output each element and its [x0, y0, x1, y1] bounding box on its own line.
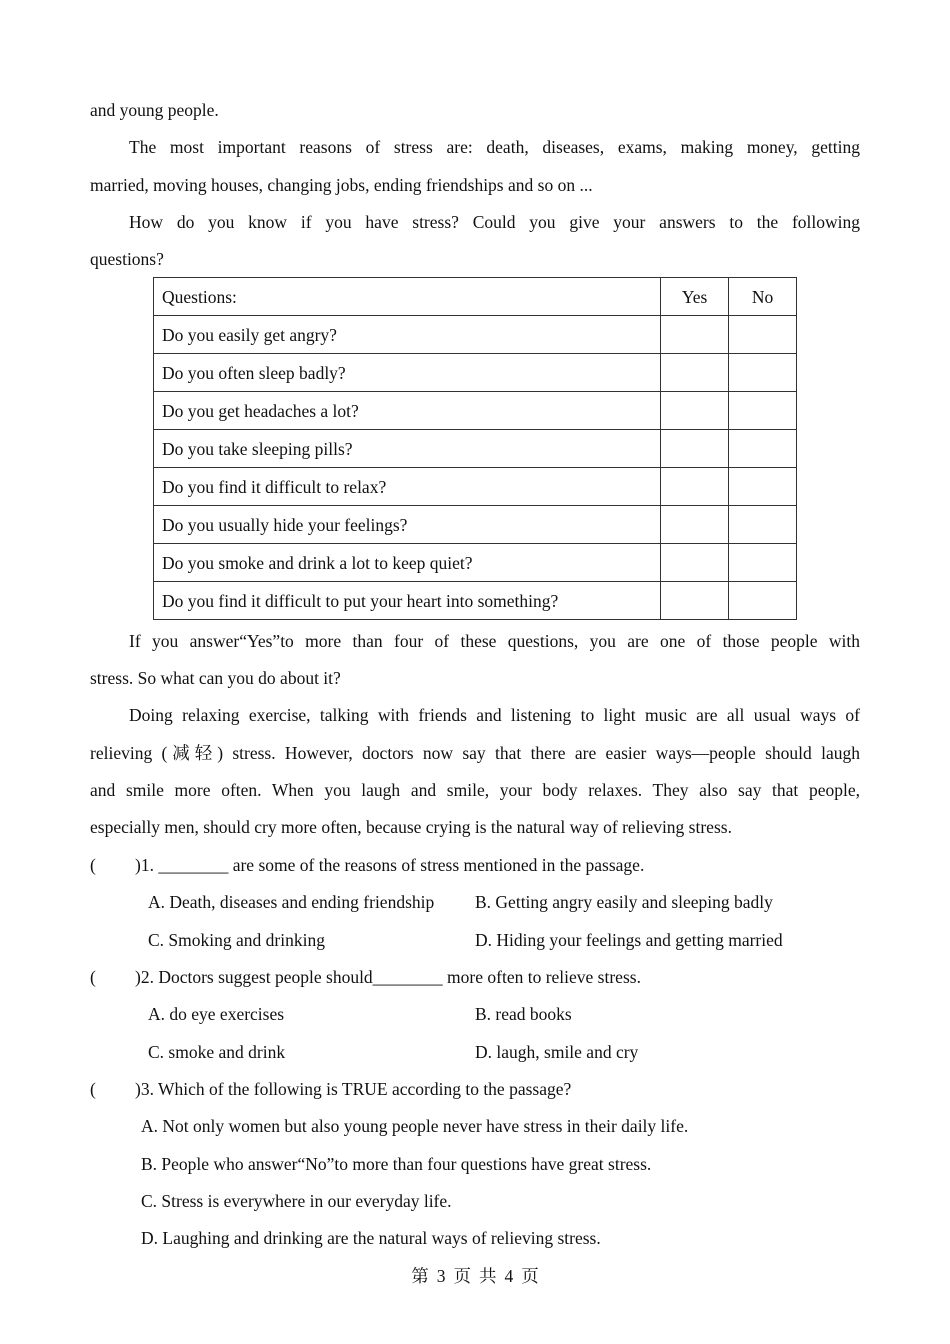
- table-row: [154, 316, 797, 354]
- table-row: [154, 582, 797, 620]
- table-row: [154, 506, 797, 544]
- table-row: [154, 468, 797, 506]
- paragraph-answer-line2: stress. So what can you do about it?: [90, 668, 341, 688]
- q2-option-b: B. read books: [475, 1004, 572, 1024]
- q1-option-b: B. Getting angry easily and sleeping badly: [475, 892, 773, 912]
- question-cell: Do you find it difficult to put your heart into something?: [154, 582, 661, 620]
- q3-stem: )3. Which of the following is TRUE according to the passage?: [135, 1079, 572, 1099]
- question-cell: Do you find it difficult to relax?: [154, 468, 661, 506]
- question-cell: Do you usually hide your feelings?: [154, 506, 661, 544]
- yes-cell[interactable]: [661, 544, 729, 582]
- no-cell[interactable]: [729, 316, 797, 354]
- yes-cell[interactable]: [661, 354, 729, 392]
- q1-stem: )1. ________ are some of the reasons of stress mentioned in the passage.: [135, 855, 645, 875]
- paragraph-reasons-line2: married, moving houses, changing jobs, ending friendships and so on ...: [90, 175, 593, 195]
- question-cell: Do you smoke and drink a lot to keep quiet?: [154, 544, 661, 582]
- q3-option-a: A. Not only women but also young people never have stress in their daily life.: [141, 1116, 689, 1136]
- table-header-row: [154, 278, 797, 316]
- header-no: No: [729, 278, 797, 316]
- paragraph-question-line2: questions?: [90, 249, 164, 269]
- paragraph-relief-line3: and smile more often. When you laugh and smile, your body relaxes. They also say that people,: [90, 780, 860, 800]
- paragraph-relief-line1: Doing relaxing exercise, talking with friends and listening to light music are all usual ways of: [129, 705, 860, 725]
- q1-option-d: D. Hiding your feelings and getting married: [475, 930, 783, 950]
- q2-option-c: C. smoke and drink: [148, 1042, 286, 1062]
- question-cell: Do you easily get angry?: [154, 316, 661, 354]
- footer-gong: 共: [479, 1266, 497, 1286]
- footer-ye2: 页: [521, 1266, 539, 1286]
- question-cell: Do you get headaches a lot?: [154, 392, 661, 430]
- q1-option-c: C. Smoking and drinking: [148, 930, 325, 950]
- page-footer: [0, 1263, 950, 1288]
- yes-cell[interactable]: [661, 582, 729, 620]
- table-row: [154, 430, 797, 468]
- no-cell[interactable]: [729, 506, 797, 544]
- yes-cell[interactable]: [661, 392, 729, 430]
- header-questions: Questions:: [154, 278, 661, 316]
- question-cell: Do you take sleeping pills?: [154, 430, 661, 468]
- q1-answer-bracket-open[interactable]: (: [90, 855, 96, 875]
- no-cell[interactable]: [729, 354, 797, 392]
- q3-option-b: B. People who answer“No”to more than four questions have great stress.: [141, 1154, 652, 1174]
- footer-page-number: 3: [436, 1266, 446, 1286]
- passage-line: and young people.: [90, 100, 219, 120]
- table-row: [154, 392, 797, 430]
- no-cell[interactable]: [729, 544, 797, 582]
- paragraph-reasons-line1: The most important reasons of stress are: death, diseases, exams, making money, getting: [129, 137, 860, 157]
- footer-total-pages: 4: [504, 1266, 514, 1286]
- q2-option-a: A. do eye exercises: [148, 1004, 285, 1024]
- q2-answer-bracket-open[interactable]: (: [90, 967, 96, 987]
- q3-option-d: D. Laughing and drinking are the natural ways of relieving stress.: [141, 1228, 601, 1248]
- yes-cell[interactable]: [661, 506, 729, 544]
- q3-answer-bracket-open[interactable]: (: [90, 1079, 96, 1099]
- q1-option-a: A. Death, diseases and ending friendship: [148, 892, 435, 912]
- table-row: [154, 354, 797, 392]
- no-cell[interactable]: [729, 468, 797, 506]
- stress-questions-table: [153, 277, 797, 620]
- yes-cell[interactable]: [661, 316, 729, 354]
- no-cell[interactable]: [729, 582, 797, 620]
- no-cell[interactable]: [729, 430, 797, 468]
- no-cell[interactable]: [729, 392, 797, 430]
- paragraph-question-line1: How do you know if you have stress? Could you give your answers to the following: [129, 212, 860, 232]
- paragraph-answer-line1: If you answer“Yes”to more than four of these questions, you are one of those people with: [129, 631, 860, 651]
- q2-option-d: D. laugh, smile and cry: [475, 1042, 639, 1062]
- yes-cell[interactable]: [661, 468, 729, 506]
- q2-stem: )2. Doctors suggest people should________ more often to relieve stress.: [135, 967, 641, 987]
- paragraph-relief-line2: relieving (减轻) stress. However, doctors now say that there are easier ways—people should laugh: [90, 743, 860, 763]
- header-yes: Yes: [661, 278, 729, 316]
- question-cell: Do you often sleep badly?: [154, 354, 661, 392]
- yes-cell[interactable]: [661, 430, 729, 468]
- footer-di: 第: [411, 1266, 429, 1286]
- paragraph-relief-line4: especially men, should cry more often, because crying is the natural way of relieving stress.: [90, 817, 732, 837]
- q3-option-c: C. Stress is everywhere in our everyday life.: [141, 1191, 452, 1211]
- table-row: [154, 544, 797, 582]
- footer-ye: 页: [453, 1266, 471, 1286]
